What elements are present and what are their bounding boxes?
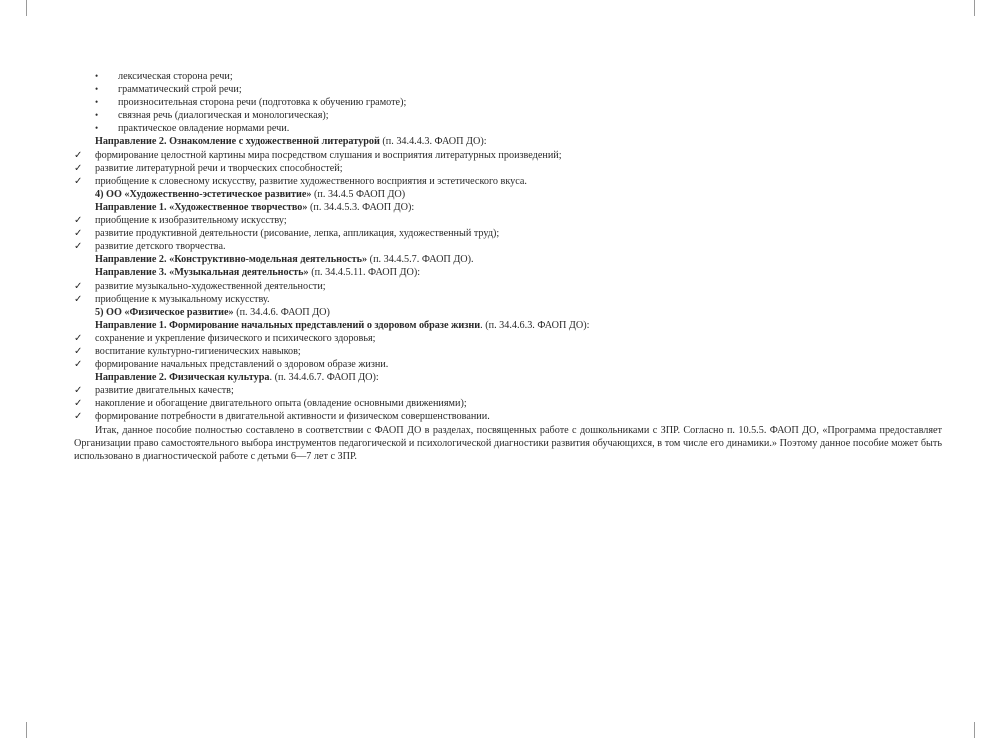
conclusion-paragraph: Итак, данное пособие полностью составлено в соответствии с ФАОП ДО в разделах, посвященных работе с дошкольниками с ЗПР. Согласно п. 10.5.5. ФАОП ДО, «Программа предоставляет Организации право самостоятельного выбора инструментов педагогической и психологической диагностики развития обучающихся, в том числе его динамики.» Поэтому данное пособие может быть использовано в диагностической работе с детьми 6—7 лет с ЗПР. (74, 424, 942, 462)
crop-mark-top-left (26, 0, 27, 16)
crop-mark-bottom-left (26, 722, 27, 738)
check-item: ✓ развитие детского творчества. (74, 241, 226, 253)
bullet-item: • практическое овладение нормами речи. (95, 123, 290, 135)
section-heading-health: Направление 1. Формирование начальных представлений о здоровом образе жизни. (п. 34.4.6.3. ФАОП ДО): (95, 319, 590, 331)
checkmark-icon: ✓ (74, 385, 83, 397)
checkmark-icon: ✓ (74, 359, 83, 371)
crop-mark-top-right (974, 0, 975, 16)
check-item: ✓ приобщение к изобразительному искусству; (74, 215, 287, 227)
section-heading-music: Направление 3. «Музыкальная деятельность» (п. 34.4.5.11. ФАОП ДО): (95, 267, 421, 279)
check-item: ✓ формирование начальных представлений о здоровом образе жизни. (74, 359, 389, 371)
bullet-item: • лексическая сторона речи; (95, 71, 233, 82)
bullet-icon: • (95, 84, 99, 95)
check-item: ✓ приобщение к музыкальному искусству. (74, 293, 270, 305)
check-item: ✓ формирование целостной картины мира посредством слушания и восприятия литературных произведений; (74, 149, 562, 161)
crop-mark-bottom-right (974, 722, 975, 738)
checkmark-icon: ✓ (74, 149, 83, 161)
section-heading-literature: Направление 2. Ознакомление с художественной литературой (п. 34.4.4.3. ФАОП ДО): (95, 136, 487, 148)
check-item: ✓ развитие продуктивной деятельности (рисование, лепка, аппликация, художественный труд); (74, 228, 500, 240)
bullet-icon: • (95, 71, 99, 81)
checkmark-icon: ✓ (74, 293, 83, 305)
checkmark-icon: ✓ (74, 398, 83, 410)
check-item: ✓ сохранение и укрепление физического и психического здоровья; (74, 332, 376, 344)
bullet-item: • произносительная сторона речи (подготовка к обучению грамоте); (95, 97, 407, 109)
checkmark-icon: ✓ (74, 411, 83, 423)
check-item: ✓ приобщение к словесному искусству, развитие художественного восприятия и эстетического вкуса. (74, 175, 527, 187)
document-page (74, 70, 942, 463)
check-item: ✓ накопление и обогащение двигательного опыта (овладение основными движениями); (74, 398, 467, 410)
bullet-icon: • (95, 97, 99, 108)
checkmark-icon: ✓ (74, 345, 83, 357)
check-item: ✓ воспитание культурно-гигиенических навыков; (74, 345, 301, 357)
checkmark-icon: ✓ (74, 228, 83, 240)
check-item: ✓ формирование потребности в двигательной активности и физическом совершенствовании. (74, 411, 490, 423)
check-item: ✓ развитие двигательных качеств; (74, 385, 234, 397)
bullet-item: • связная речь (диалогическая и монологическая); (95, 110, 329, 122)
checkmark-icon: ✓ (74, 215, 83, 227)
section-heading-construct: Направление 2. «Конструктивно-модельная деятельность» (п. 34.4.5.7. ФАОП ДО). (95, 254, 474, 266)
checkmark-icon: ✓ (74, 162, 83, 174)
section-heading-art: Направление 1. «Художественное творчество» (п. 34.4.5.3. ФАОП ДО): (95, 201, 415, 213)
checkmark-icon: ✓ (74, 175, 83, 187)
section-heading-oo4: 4) ОО «Художественно-эстетическое развитие» (п. 34.4.5 ФАОП ДО) (95, 188, 406, 200)
bullet-icon: • (95, 110, 99, 121)
check-item: ✓ развитие музыкально-художественной деятельности; (74, 280, 326, 292)
section-heading-oo5: 5) ОО «Физическое развитие» (п. 34.4.6. ФАОП ДО) (95, 306, 330, 318)
checkmark-icon: ✓ (74, 280, 83, 292)
checkmark-icon: ✓ (74, 241, 83, 253)
checkmark-icon: ✓ (74, 332, 83, 344)
bullet-item: • грамматический строй речи; (95, 84, 242, 96)
bullet-icon: • (95, 123, 99, 134)
section-heading-physical: Направление 2. Физическая культура. (п. 34.4.6.7. ФАОП ДО): (95, 372, 379, 384)
check-item: ✓ развитие литературной речи и творческих способностей; (74, 162, 343, 174)
